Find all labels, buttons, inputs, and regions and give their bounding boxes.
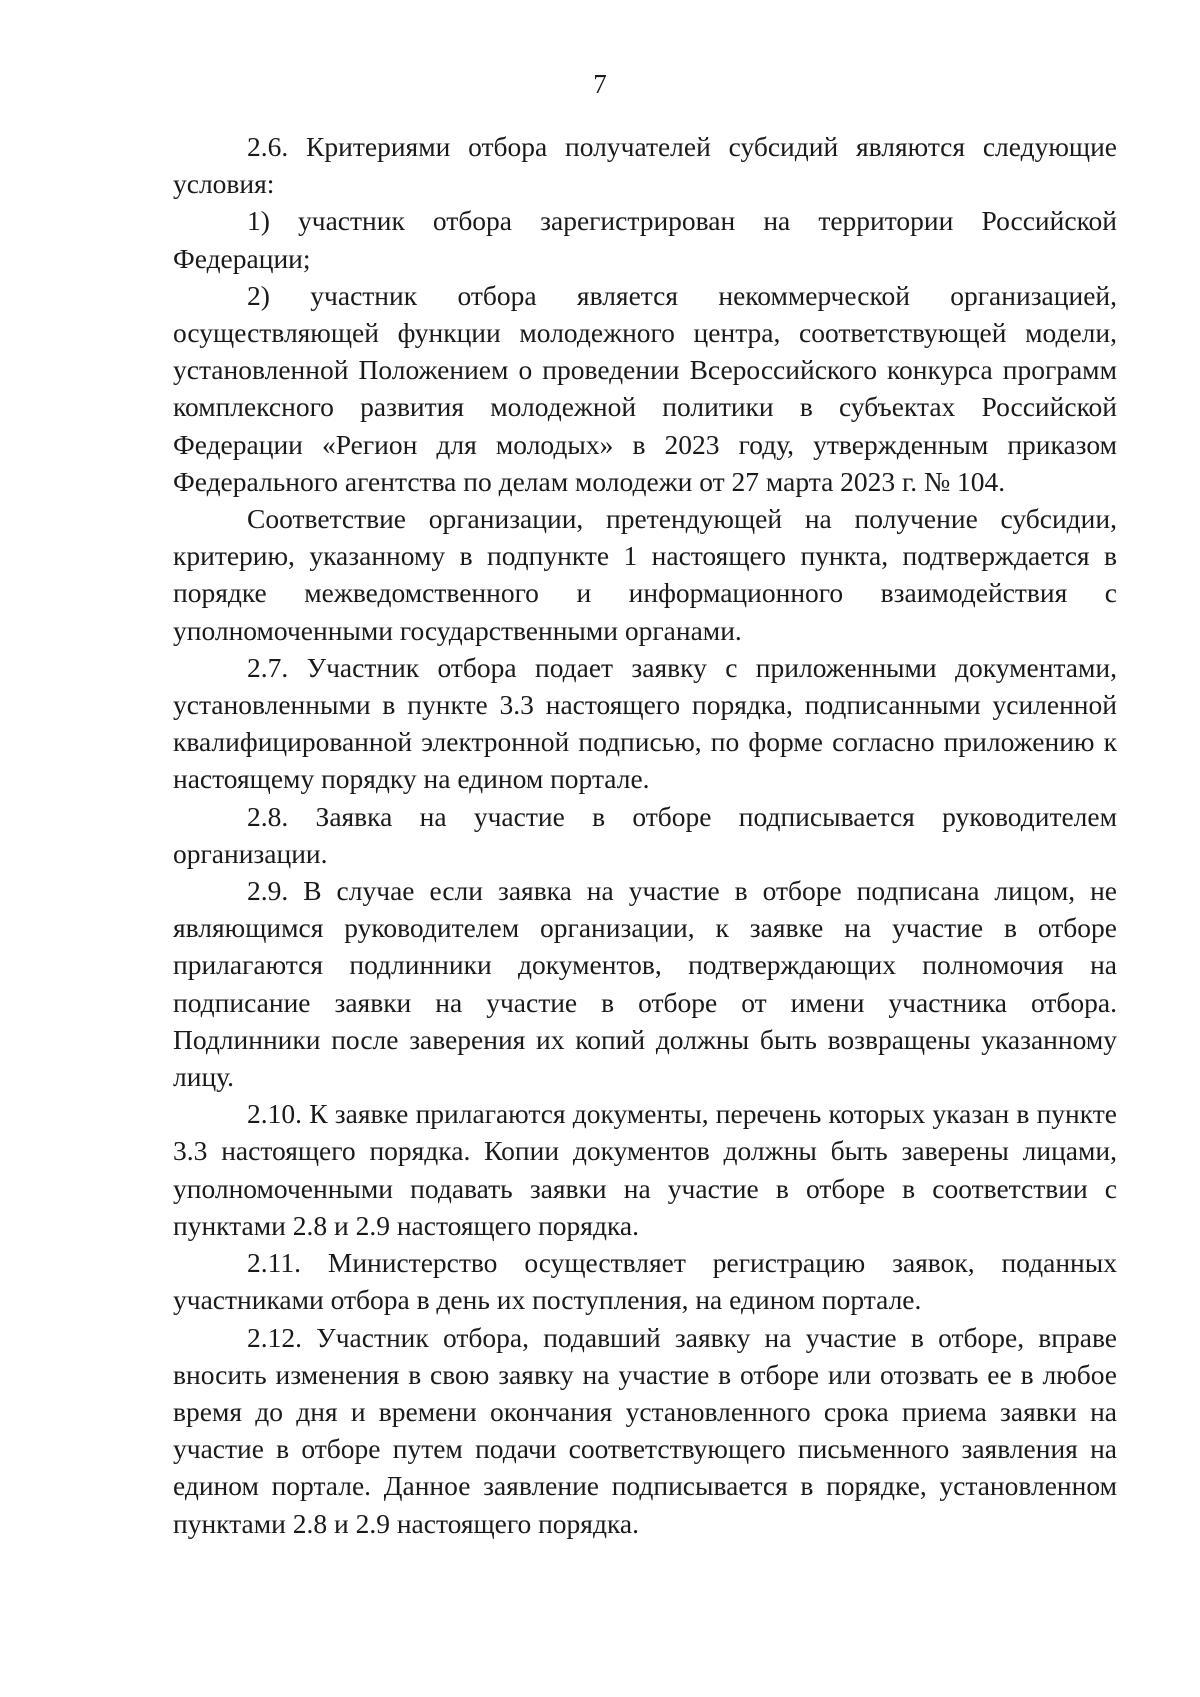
- paragraph-2-9: 2.9. В случае если заявка на участие в отборе подписана лицом, не являющимся руководителем организации, к заявке на участие в отборе прилагаются подлинники документов, подтверждающих полномочия на подписание заявки на участие в отборе от имени участника отбора. Подлинники после заверения их копий должны быть возвращены указанному лицу.: [173, 875, 1117, 1093]
- paragraph-2-6-item-1: 1) участник отбора зарегистрирован на территории Российской Федерации;: [173, 205, 1117, 274]
- paragraph-2-6-item-2: 2) участник отбора является некоммерческой организацией, осуществляющей функции молодежного центра, соответствующей модели, установленной Положением о проведении Всероссийского конкурса программ комплексного развития молодежной политики в субъектах Российской Федерации «Регион для молодых» в 2023 году, утвержденным приказом Федерального агентства по делам молодежи от 27 марта 2023 г. № 104.: [173, 279, 1117, 497]
- document-body: [173, 128, 1117, 1542]
- paragraph-2-12: 2.12. Участник отбора, подавший заявку на участие в отборе, вправе вносить изменения в свою заявку на участие в отборе или отозвать ее в любое время до дня и времени окончания установленного срока приема заявки на участие в отборе путем подачи соответствующего письменного заявления на едином портале. Данное заявление подписывается в порядке, установленном пунктами 2.8 и 2.9 настоящего порядка.: [173, 1321, 1117, 1539]
- page-number: 7: [593, 69, 607, 99]
- paragraph-compliance: Соответствие организации, претендующей на получение субсидии, критерию, указанному в подпункте 1 настоящего пункта, подтверждается в порядке межведомственного и информационного взаимодействия с уполномоченными государственными органами.: [173, 503, 1117, 646]
- paragraph-2-10: 2.10. К заявке прилагаются документы, перечень которых указан в пункте 3.3 настоящего порядка. Копии документов должны быть заверены лицами, уполномоченными подавать заявки на участие в отборе в соответствии с пунктами 2.8 и 2.9 настоящего порядка.: [173, 1098, 1117, 1241]
- paragraph-2-8: 2.8. Заявка на участие в отборе подписывается руководителем организации.: [173, 800, 1117, 869]
- paragraph-2-7: 2.7. Участник отбора подает заявку с приложенными документами, установленными в пункте 3.3 настоящего порядка, подписанными усиленной квалифицированной электронной подписью, по форме согласно приложению к настоящему порядку на едином портале.: [173, 651, 1117, 795]
- paragraph-2-6: 2.6. Критериями отбора получателей субсидий являются следующие условия:: [173, 131, 1117, 200]
- paragraph-2-11: 2.11. Министерство осуществляет регистрацию заявок, поданных участниками отбора в день их поступления, на едином портале.: [173, 1247, 1117, 1316]
